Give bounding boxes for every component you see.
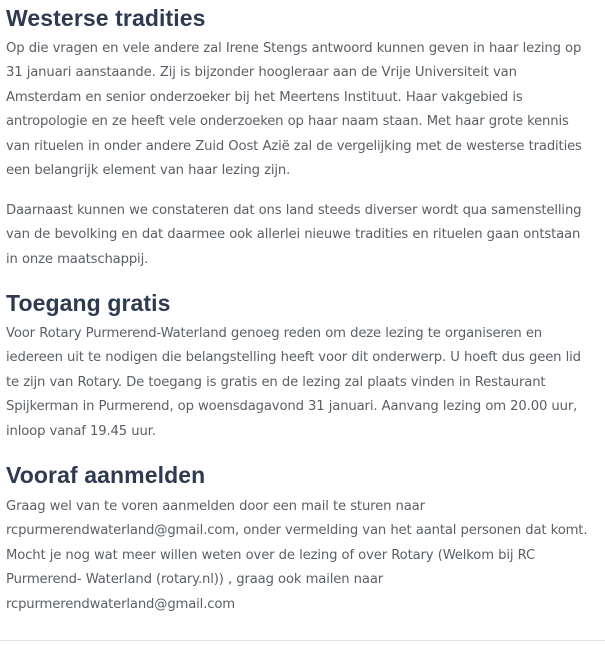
aanmelden-after-link-text: ) , graag ook mailen naar [218, 572, 384, 588]
rotary-website-link[interactable]: Welkom bij RC Purmerend- Waterland (rotary.nl) [6, 547, 536, 588]
aanmelden-middle-text: , onder vermelding van het aantal personen dat komt. Mocht je nog wat meer willen weten over de lezing of over Rotary ( [6, 523, 588, 563]
paragraph-lezing-intro: Op die vragen en vele andere zal Irene Stengs antwoord kunnen geven in haar lezing op 31 januari aanstaande. Zij is bijzonder hoogleraar aan de Vrije Universiteit van Amsterdam en senior onderzoeker bij het Meertens Instituut. Haar vakgebied is antropologie en ze heeft vele onderzoeken op haar naam staan. Met haar grote kennis van rituelen in onder andere Zuid Oost Azië zal de vergelijking met de westerse tradities een belangrijk element van haar lezing zijn. [6, 41, 582, 179]
email-link-2[interactable]: rcpurmerendwaterland@gmail.com [6, 596, 235, 612]
paragraph-diversiteit: Daarnaast kunnen we constateren dat ons land steeds diverser wordt qua samenstelling van de bevolking en dat daarmee ook allerlei nieuwe tradities en rituelen gaan ontstaan in onze maatschappij. [6, 203, 582, 267]
section-heading-vooraf-aanmelden: Vooraf aanmelden [6, 462, 206, 488]
aanmelden-intro-text: Graag wel van te voren aanmelden door een mail te sturen naar [6, 499, 425, 514]
section-heading-toegang-gratis: Toegang gratis [6, 290, 171, 316]
section-heading-westerse-tradities: Westerse tradities [6, 5, 206, 31]
paragraph-aanmelden [6, 495, 594, 617]
paragraph-toegang: Voor Rotary Purmerend-Waterland genoeg reden om deze lezing te organiseren en iedereen uit te nodigen die belangstelling heeft voor dit onderwerp. U hoeft dus geen lid te zijn van Rotary. De toegang is gratis en de lezing zal plaats vinden in Restaurant Spijkerman in Purmerend, op woensdagavond 31 januari. Aanvang lezing om 20.00 uur, inloop vanaf 19.45 uur. [6, 326, 581, 439]
email-link[interactable]: rcpurmerendwaterland@gmail.com [6, 523, 235, 539]
bottom-divider [0, 640, 605, 641]
